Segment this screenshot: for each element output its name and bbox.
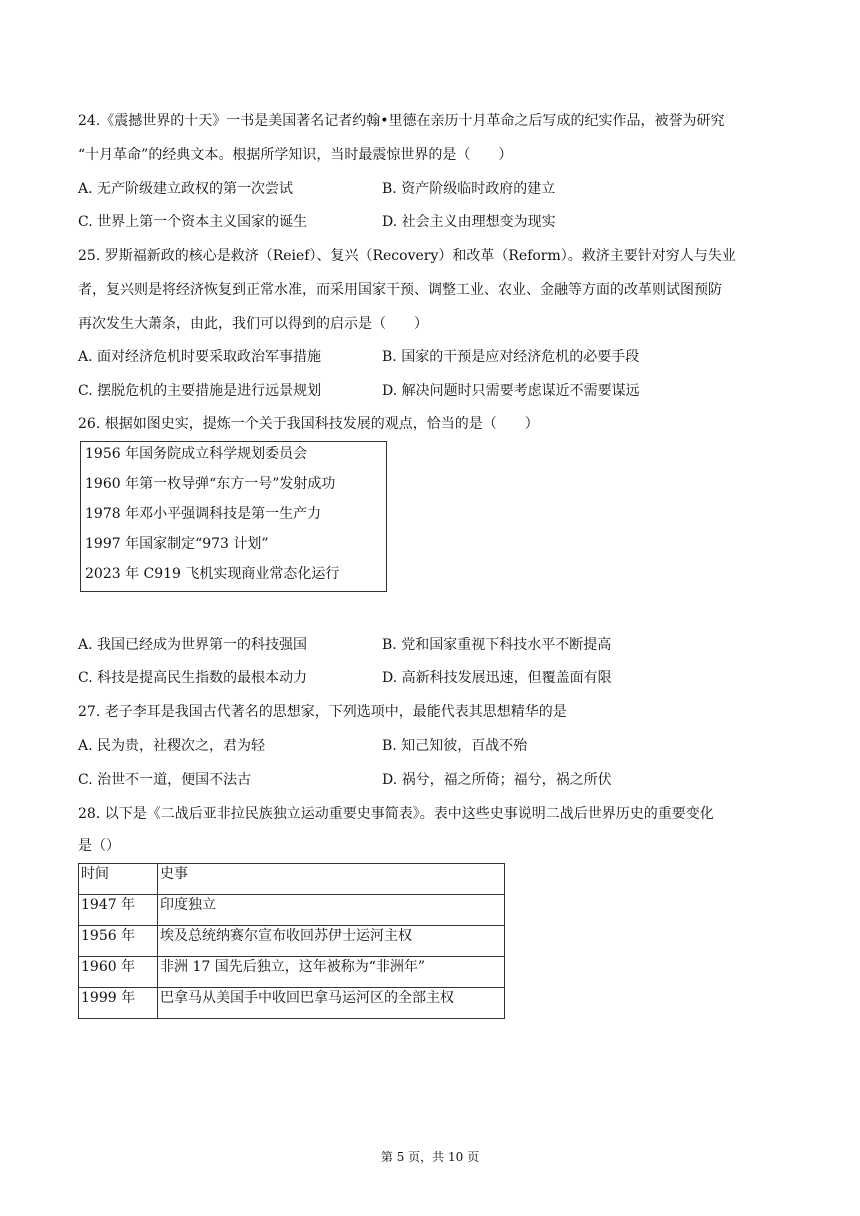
q26-option-a: A. 我国已经成为世界第一的科技强国 (78, 637, 308, 653)
q25-stem-line-2: 者，复兴则是将经济恢复到正常水准，而采用国家干预、调整工业、农业、金融等方面的改革则试图预防 (78, 282, 722, 298)
q27-option-c: C. 治世不一道，便国不法古 (78, 772, 252, 788)
table-cell-event: 埃及总统纳赛尔宣布收回苏伊士运河主权 (158, 926, 505, 957)
table-cell-year: 1960 年 (79, 957, 158, 988)
q25-option-a: A. 面对经济危机时要采取政治军事措施 (78, 349, 322, 365)
q26-option-c: C. 科技是提高民生指数的最根本动力 (78, 670, 308, 686)
q27-option-d: D. 祸兮，福之所倚；福兮，祸之所伏 (382, 772, 612, 788)
q26-fact-1978: 1978 年邓小平强调科技是第一生产力 (85, 506, 322, 522)
table-cell-event: 印度独立 (158, 895, 505, 926)
q26-fact-1956: 1956 年国务院成立科学规划委员会 (85, 446, 308, 462)
q25-stem-line-3: 再次发生大萧条，由此，我们可以得到的启示是（ ） (78, 316, 428, 332)
q25-option-d: D. 解决问题时只需要考虑谋近不需要谋远 (382, 383, 640, 399)
q27-option-b: B. 知己知彼，百战不殆 (382, 738, 528, 754)
q24-option-c: C. 世界上第一个资本主义国家的诞生 (78, 214, 308, 230)
q26-fact-box (80, 441, 387, 592)
table-header-cell: 史事 (158, 864, 505, 895)
page-footer: 第 5 页，共 10 页 (380, 1150, 480, 1164)
table-row (79, 926, 505, 957)
q26-fact-1997: 1997 年国家制定“973 计划” (85, 536, 269, 552)
q24-stem-line-1: 24.《震撼世界的十天》一书是美国著名记者约翰•里德在亲历十月革命之后写成的纪实作品，被誉为研究 (78, 113, 725, 129)
table-header-row (79, 864, 505, 895)
q25-stem-line-1: 25. 罗斯福新政的核心是救济（Reief）、复兴（Recovery）和改革（Reform）。救济主要针对穷人与失业 (78, 248, 736, 264)
q28-events-table (78, 863, 505, 1019)
table-cell-event: 非洲 17 国先后独立，这年被称为“非洲年” (158, 957, 505, 988)
table-row (79, 988, 505, 1019)
q26-option-b: B. 党和国家重视下科技水平不断提高 (382, 637, 612, 653)
table-header-cell: 时间 (79, 864, 158, 895)
q24-option-d: D. 社会主义由理想变为现实 (382, 214, 556, 230)
q28-stem-line-2: 是（） (78, 838, 120, 854)
q25-option-b: B. 国家的干预是应对经济危机的必要手段 (382, 349, 640, 365)
table-row (79, 895, 505, 926)
q26-stem: 26. 根据如图史实，提炼一个关于我国科技发展的观点，恰当的是（ ） (78, 416, 539, 432)
q24-stem-line-2: “十月革命”的经典文本。根据所学知识，当时最震惊世界的是（ ） (78, 147, 513, 163)
q24-option-a: A. 无产阶级建立政权的第一次尝试 (78, 181, 294, 197)
table-cell-year: 1947 年 (79, 895, 158, 926)
q27-option-a: A. 民为贵，社稷次之，君为轻 (78, 738, 266, 754)
table-row (79, 957, 505, 988)
q24-option-b: B. 资产阶级临时政府的建立 (382, 181, 556, 197)
q26-fact-1960: 1960 年第一枚导弹“东方一号”发射成功 (85, 476, 336, 492)
table-cell-year: 1956 年 (79, 926, 158, 957)
table-cell-year: 1999 年 (79, 988, 158, 1019)
table-cell-event: 巴拿马从美国手中收回巴拿马运河区的全部主权 (158, 988, 505, 1019)
q28-stem-line-1: 28. 以下是《二战后亚非拉民族独立运动重要史事简表》。表中这些史事说明二战后世界历史的重要变化 (78, 806, 714, 822)
q26-option-d: D. 高新科技发展迅速，但覆盖面有限 (382, 670, 612, 686)
q27-stem: 27. 老子李耳是我国古代著名的思想家，下列选项中，最能代表其思想精华的是 (78, 704, 567, 720)
q25-option-c: C. 摆脱危机的主要措施是进行远景规划 (78, 383, 322, 399)
q26-fact-2023: 2023 年 C919 飞机实现商业常态化运行 (85, 566, 340, 582)
